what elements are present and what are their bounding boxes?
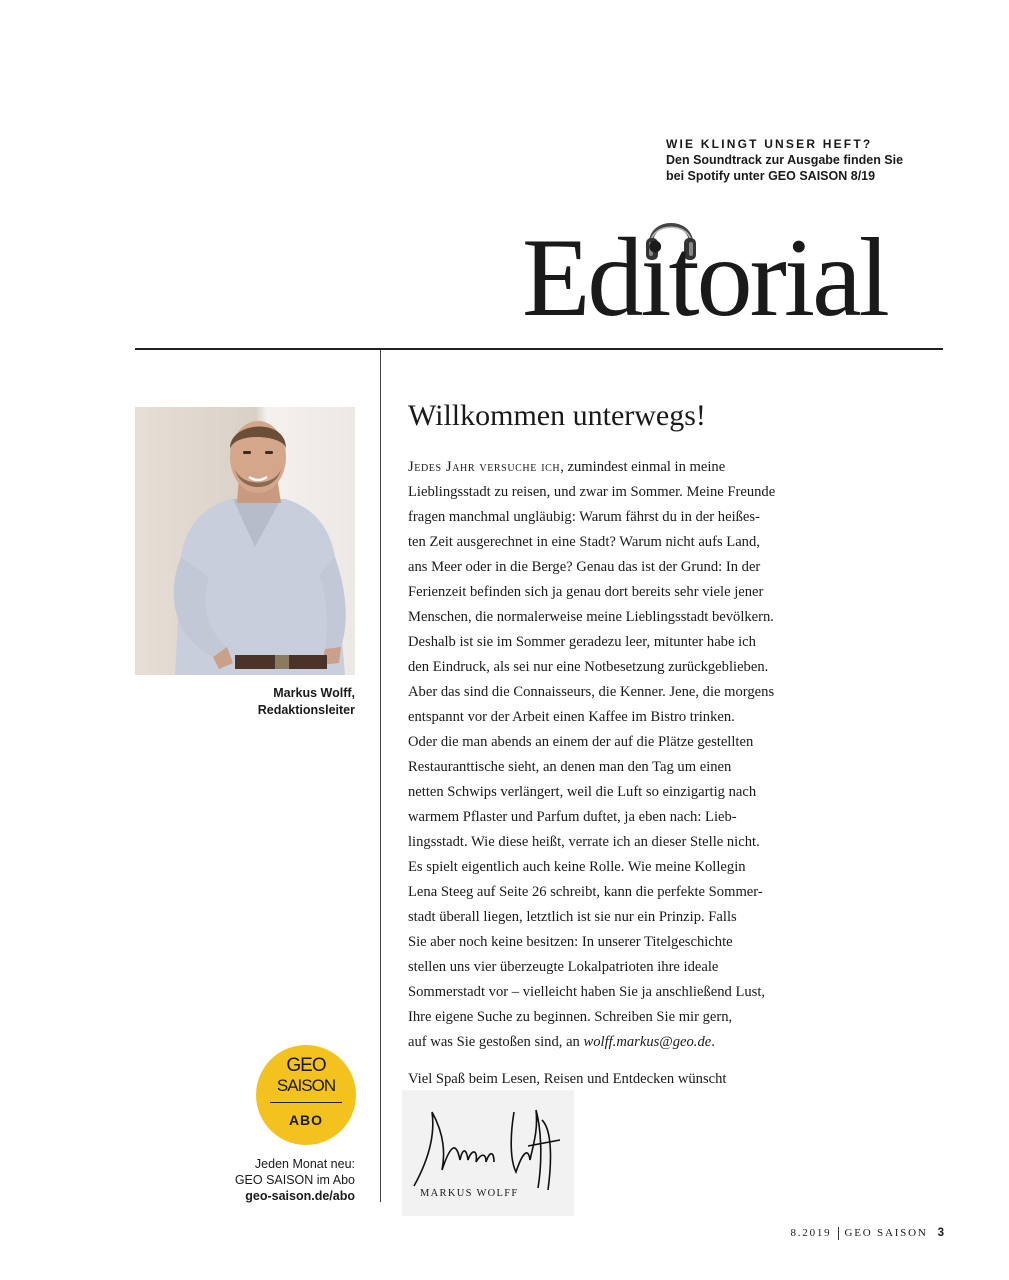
body-line: Lena Steeg auf Seite 26 schreibt, kann die perfekte Sommer- [408,884,763,900]
author-email-link[interactable]: wolff.markus@geo.de [583,1034,712,1050]
closing-line: Viel Spaß beim Lesen, Reisen und Entdecken wünscht [408,1071,727,1087]
page-title: Editorial [522,216,887,340]
page-number: 3 [937,1227,944,1240]
body-line: Restauranttische sieht, an denen man den Tag um einen [408,759,732,775]
body-line: Lieblingsstadt zu reisen, und zwar im Sommer. Meine Freunde [408,484,776,500]
signature-block [402,1090,574,1216]
body-line: Ferienzeit befinden sich ja genau dort bereits sehr viele jener [408,584,764,600]
spotify-line-2: bei Spotify unter GEO SAISON 8/19 [666,169,876,183]
abo-promo [135,1156,355,1204]
abo-line-2: GEO SAISON im Abo [234,1173,355,1187]
body-line: Oder die man abends an einem der auf die Plätze gestellten [408,734,754,750]
author-portrait [135,407,355,675]
abo-url-link[interactable]: geo-saison.de/abo [245,1189,355,1203]
spotify-note [666,136,966,184]
spotify-kicker: WIE KLINGT UNSER HEFT? [666,137,873,151]
body-line: Menschen, die normalerweise meine Lieblingsstadt bevölkern. [408,609,774,625]
abo-line-1: Jeden Monat neu: [254,1157,355,1171]
column-divider [380,350,381,1202]
handwritten-signature [402,1090,574,1190]
article-body [408,455,838,1055]
portrait-caption [135,685,355,719]
body-line: warmem Pflaster und Parfum duftet, ja eben nach: Lieb- [408,809,737,825]
body-line: Ihre eigene Suche zu beginnen. Schreiben Sie mir gern, [408,1009,733,1025]
body-line: Aber das sind die Connaisseurs, die Kenner. Jene, die morgens [408,684,775,700]
signature-printed-name: MARKUS WOLFF [420,1188,519,1199]
body-line: Sommerstadt vor – vielleicht haben Sie ja anschließend Lust, [408,984,766,1000]
lead-in-caps: Jedes Jahr versuche ich [408,459,561,475]
body-line: ten Zeit ausgerechnet in eine Stadt? Warum nicht aufs Land, [408,534,760,550]
body-line: Deshalb ist sie im Sommer geradezu leer, mitunter habe ich [408,634,756,650]
badge-saison: SAISON [276,1076,336,1095]
badge-divider [270,1102,342,1103]
badge-geo: GEO [286,1055,326,1076]
badge-abo: ABO [288,1112,324,1128]
body-line: fragen manchmal ungläubig: Warum fährst du in der heißes- [408,509,760,525]
body-line: den Eindruck, als sei nur eine Notbesetzung zurückgeblieben. [408,659,769,675]
page-folio [760,1227,944,1240]
folio-magazine: GEO SAISON [844,1227,928,1240]
body-line: Sie aber noch keine besitzen: In unserer Titelgeschichte [408,934,733,950]
body-line: Jedes Jahr versuche ich, zumindest einmal in meine [408,459,726,475]
abo-badge[interactable] [256,1045,356,1145]
body-line: ans Meer oder in die Berge? Genau das ist der Grund: In der [408,559,761,575]
folio-issue: 8.2019 [790,1227,832,1240]
body-line: netten Schwips verlängert, weil die Luft so einzigartig nach [408,784,757,800]
body-line: entspannt vor der Arbeit einen Kaffee im Bistro trinken. [408,709,735,725]
spotify-line-1: Den Soundtrack zur Ausgabe finden Sie [666,153,904,167]
top-divider [135,348,943,350]
folio-separator [838,1227,839,1240]
caption-role: Redaktionsleiter [257,703,355,717]
body-line-last: auf was Sie gestoßen sind, an wolff.markus@geo.de. [408,1034,715,1050]
body-line: lingsstadt. Wie diese heißt, verrate ich an dieser Stelle nicht. [408,834,760,850]
body-line: stellen uns vier überzeugte Lokalpatrioten ihre ideale [408,959,719,975]
body-line: Es spielt eigentlich auch keine Rolle. Wie meine Kollegin [408,859,746,875]
body-line: stadt überall liegen, letztlich ist sie nur ein Prinzip. Falls [408,909,737,925]
article-headline: Willkommen unterwegs! [408,399,706,432]
caption-name: Markus Wolff, [273,686,355,700]
